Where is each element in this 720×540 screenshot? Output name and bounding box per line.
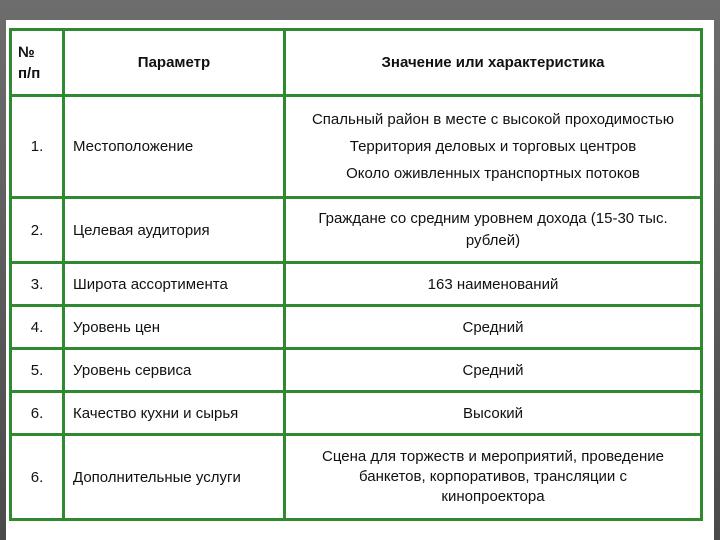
characteristics-table <box>9 28 703 521</box>
row-value-line: рублей) <box>465 232 521 249</box>
table-row <box>11 306 702 349</box>
row-param: Местоположение <box>64 96 285 198</box>
row-value <box>285 435 702 520</box>
row-value-line: Около оживленных транспортных потоков <box>346 165 640 182</box>
row-num: 6. <box>11 392 64 435</box>
row-num: 2. <box>11 198 64 263</box>
row-value-line: кинопроектора <box>441 488 545 505</box>
table-row <box>11 96 702 198</box>
row-value: 163 наименований <box>285 263 702 306</box>
table-row <box>11 263 702 306</box>
row-num: 4. <box>11 306 64 349</box>
row-param: Уровень сервиса <box>64 349 285 392</box>
row-param: Широта ассортимента <box>64 263 285 306</box>
table-row <box>11 198 702 263</box>
table-row <box>11 392 702 435</box>
row-num: 3. <box>11 263 64 306</box>
header-param: Параметр <box>64 30 285 96</box>
header-row <box>11 30 702 96</box>
header-num <box>11 30 64 96</box>
row-value-line: Сцена для торжеств и мероприятий, проведение <box>322 448 664 465</box>
table-row <box>11 349 702 392</box>
row-value-line: Граждане со средним уровнем дохода (15-30 тыс. <box>318 210 668 227</box>
row-param: Качество кухни и сырья <box>64 392 285 435</box>
row-num: 5. <box>11 349 64 392</box>
row-num: 6. <box>11 435 64 520</box>
row-value-line: Спальный район в месте с высокой проходимостью <box>311 111 675 128</box>
row-value-line: Территория деловых и торговых центров <box>349 138 637 155</box>
table-row <box>11 435 702 520</box>
row-value: Высокий <box>285 392 702 435</box>
header-num-line-1: № <box>18 43 35 61</box>
row-value: Средний <box>285 306 702 349</box>
header-value: Значение или характеристика <box>285 30 702 96</box>
row-value-line: банкетов, корпоративов, трансляции с <box>359 468 627 485</box>
row-param: Целевая аудитория <box>64 198 285 263</box>
row-value <box>285 198 702 263</box>
header-num-line-2: п/п <box>18 64 41 82</box>
row-param: Уровень цен <box>64 306 285 349</box>
row-value <box>285 96 702 198</box>
row-num: 1. <box>11 96 64 198</box>
row-param: Дополнительные услуги <box>64 435 285 520</box>
row-value: Средний <box>285 349 702 392</box>
